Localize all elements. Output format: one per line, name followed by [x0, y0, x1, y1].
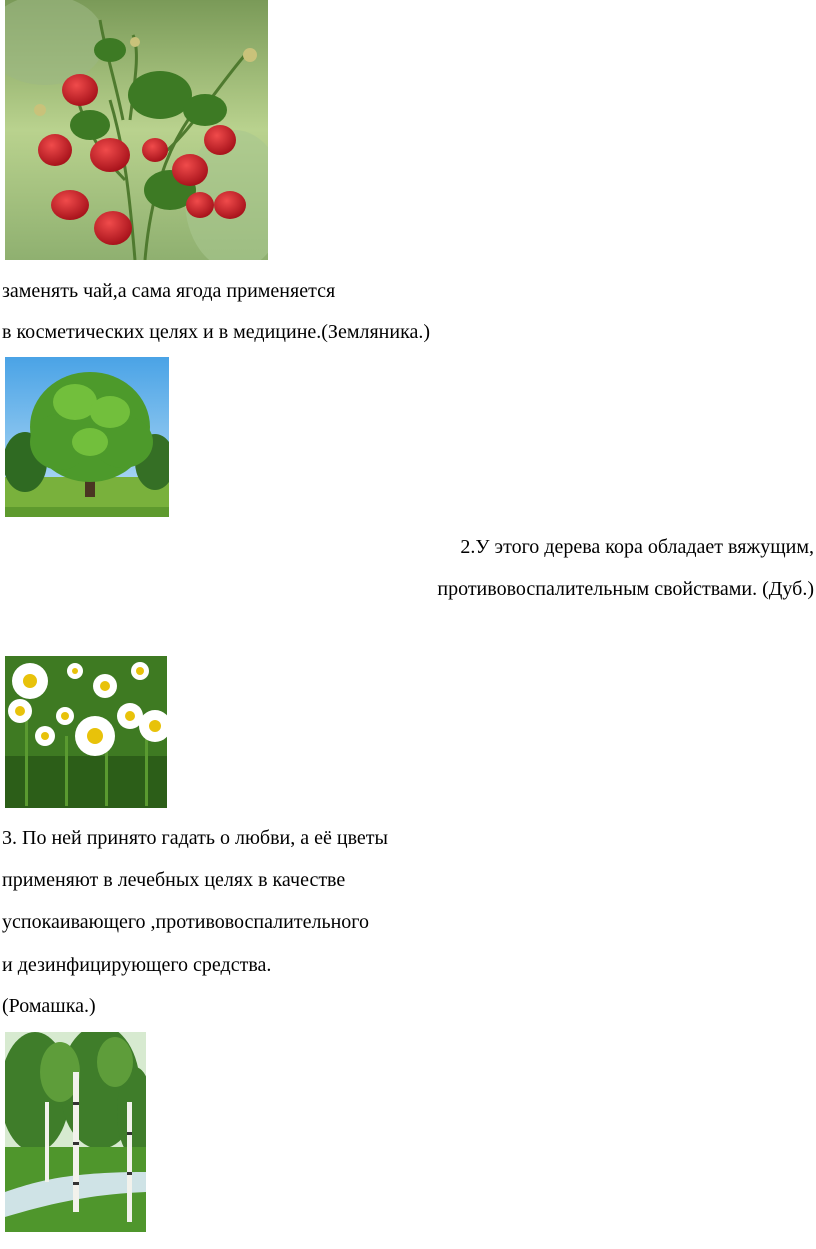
chamomile-line-1: 3. По ней принято гадать о любви, а её цветы — [2, 827, 388, 849]
oak-line-2: противовоспалительным свойствами. (Дуб.) — [437, 578, 814, 600]
chamomile-image — [5, 656, 167, 808]
oak-tree-photo-icon — [5, 357, 169, 517]
oak-line-1: 2.У этого дерева кора обладает вяжущим, — [460, 536, 814, 558]
chamomile-photo-icon — [5, 656, 167, 808]
chamomile-line-2: применяют в лечебных целях в качестве — [2, 869, 346, 891]
chamomile-line-5: (Ромашка.) — [2, 995, 96, 1017]
birch-grove-photo-icon — [5, 1032, 146, 1232]
birch-grove-image — [5, 1032, 146, 1232]
oak-tree-image — [5, 357, 169, 517]
strawberry-image — [5, 0, 268, 260]
strawberry-photo-icon — [5, 0, 268, 260]
chamomile-line-3: успокаивающего ,противовоспалительного — [2, 911, 369, 933]
chamomile-line-4: и дезинфицирующего средства. — [2, 954, 272, 976]
strawberry-line-2: в косметических целях и в медицине.(Земляника.) — [2, 321, 431, 343]
strawberry-line-1: заменять чай,а сама ягода применяется — [2, 280, 336, 302]
